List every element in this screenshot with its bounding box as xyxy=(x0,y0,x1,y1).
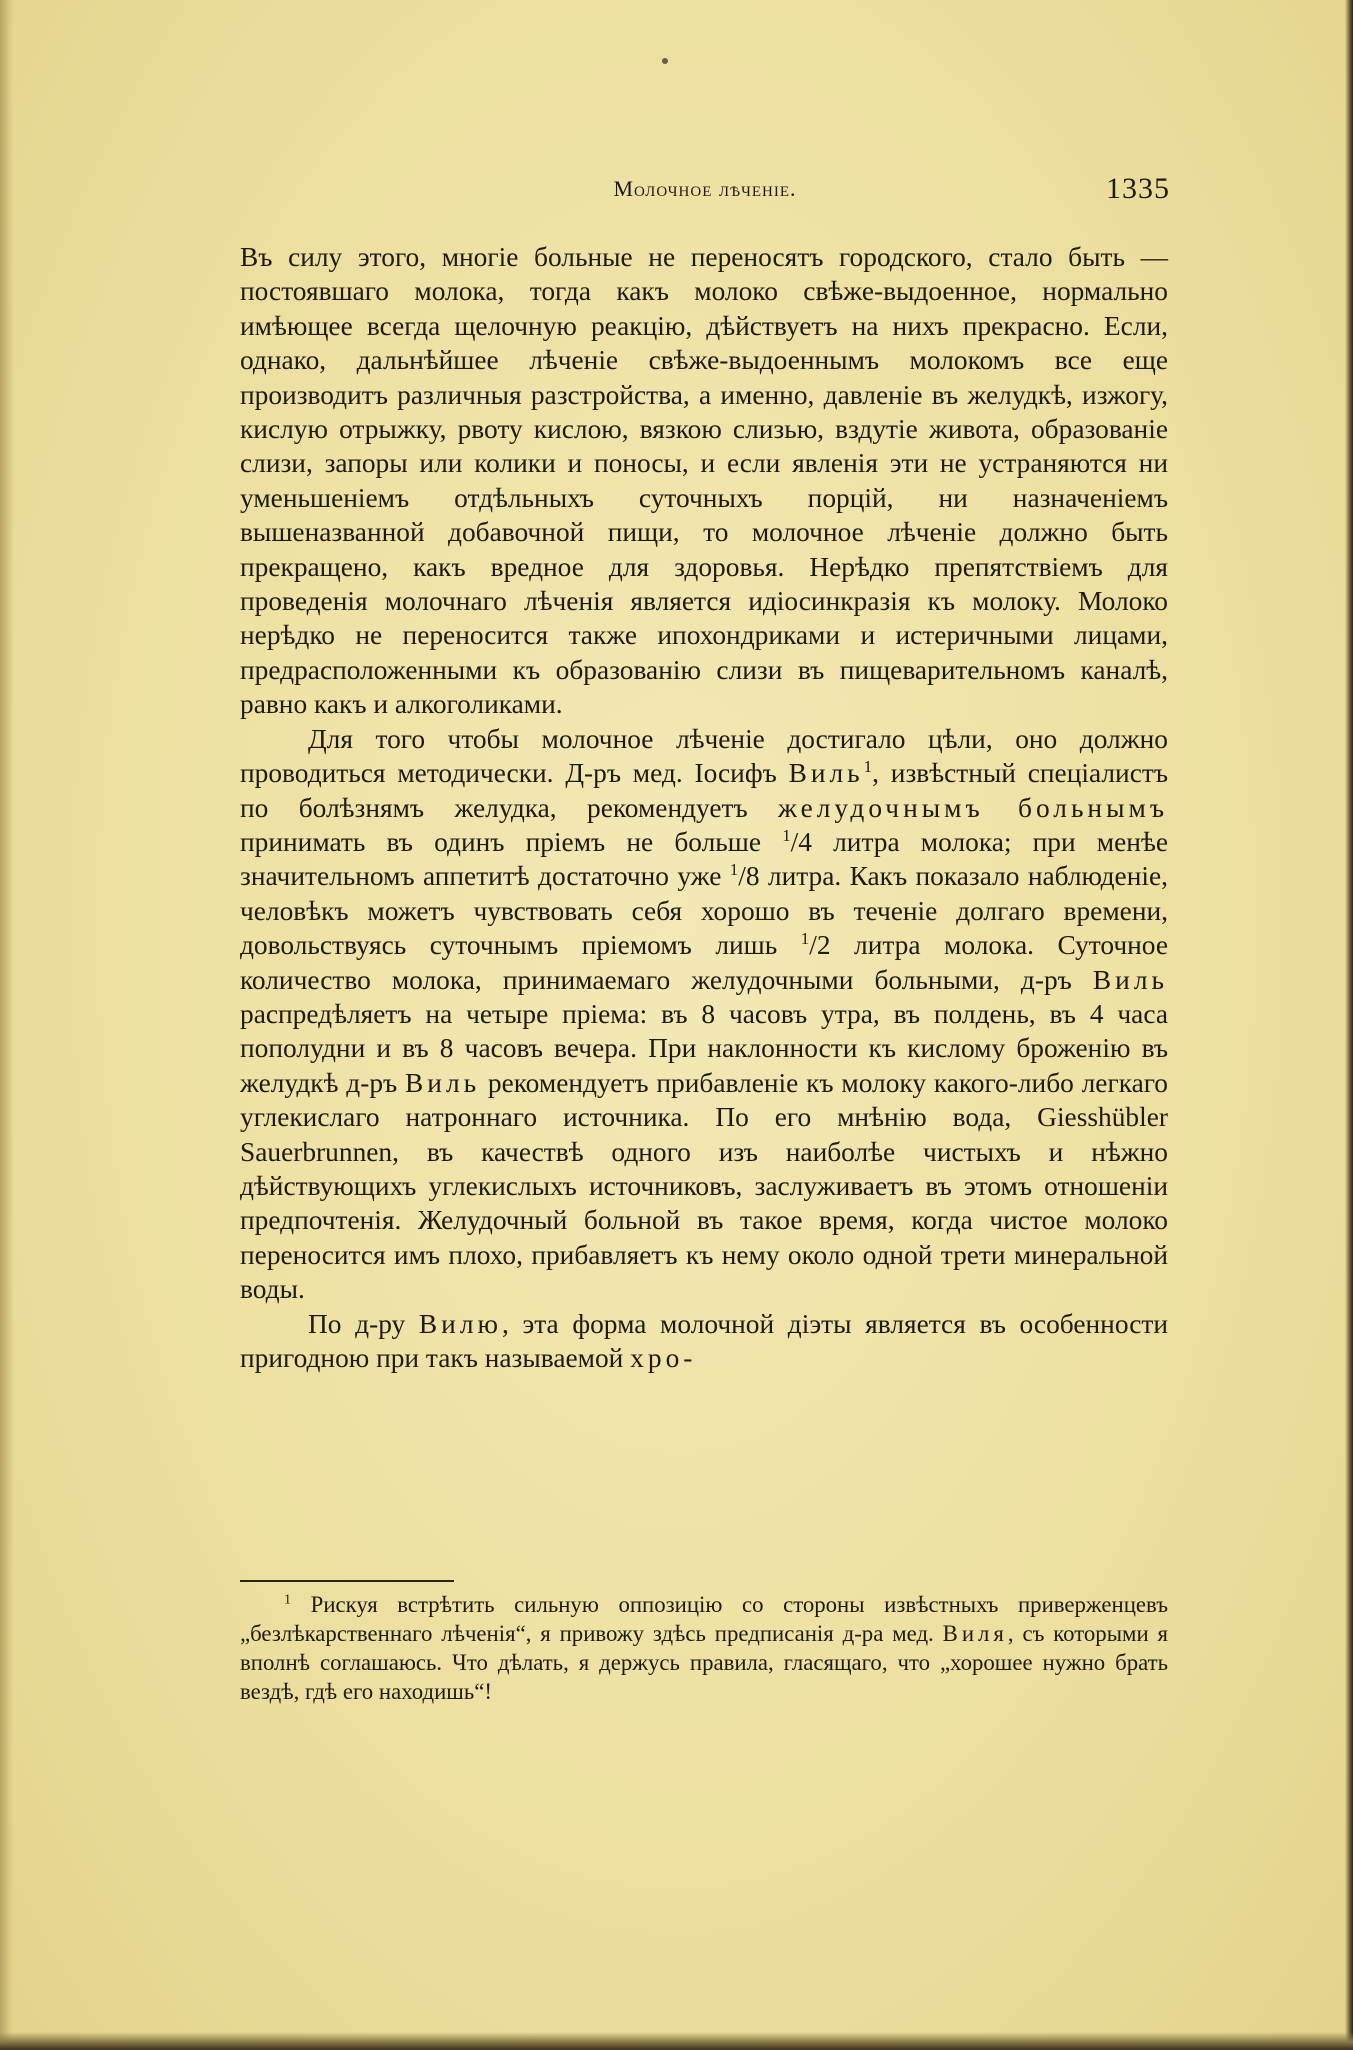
text-run: принимать въ одинъ пріемъ не больше xyxy=(240,826,783,857)
text-run: , эта форма молочной діэты является въ особенности пригодною при такъ называемой xyxy=(240,1308,1168,1373)
text-run: , съ которыми я вполнѣ соглашаюсь. Что дѣлать, я держусь правила, гласящаго, что „хорошее нужно брать вездѣ, гдѣ его находишь“! xyxy=(240,1621,1168,1704)
text-run: По д-ру xyxy=(308,1308,419,1339)
ink-speck xyxy=(662,58,668,64)
footnote-reference[interactable]: 1 xyxy=(863,756,873,776)
author-name: Виля xyxy=(942,1621,1008,1646)
text-run: литра. Какъ показало наблюденіе, человѣкъ можетъ чувствовать себя хорошо въ теченіе долгаго времени, довольствуясь суточнымъ пріемомъ лишь xyxy=(240,861,1168,961)
text-run: Рискуя встрѣтить сильную оппозицію со стороны извѣстныхъ приверженцевъ „безлѣкарственнаго лѣченія“, я привожу здѣсь предписанія д-ра мед. xyxy=(240,1592,1168,1646)
paragraph-3 xyxy=(240,1307,1168,1376)
fraction-numerator: 1 xyxy=(729,860,739,880)
emphasized-phrase: желудочнымъ больнымъ xyxy=(778,792,1168,823)
fraction-denominator: /8 xyxy=(738,861,760,892)
paragraph-1: Въ силу этого, многіе больные не переносятъ городского, стало быть — постоявшаго молока, тогда какъ молоко свѣже-выдоенное, нормально имѣющее всегда щелочную реакцію, дѣйствуетъ на нихъ прекрасно. Если, однако, дальнѣйшее лѣченіе свѣже-выдоеннымъ молокомъ все еще производитъ различныя разстройства, а именно, давленіе въ желудкѣ, изжогу, кислую отрыжку, рвоту кислою, вязкою слизью, вздутіе живота, образованіе слизи, запоры или колики и поносы, и если явленія эти не устраняются ни уменьшеніемъ отдѣльныхъ суточныхъ порцій, ни назначеніемъ вышеназванной добавочной пищи, то молочное лѣченіе должно быть прекращено, какъ вредное для здоровья. Нерѣдко препятствіемъ для проведенія молочнаго лѣченія является идіосинкразія къ молоку. Молоко нерѣдко не переносится также ипохондриками и истеричными лицами, предрасположенными къ образованію слизи въ пищеварительномъ каналѣ, равно какъ и алкоголиками. xyxy=(240,242,1168,720)
author-name: Вилю xyxy=(418,1308,502,1339)
fraction-denominator: /2 xyxy=(809,930,831,961)
body-text xyxy=(240,240,1168,1375)
text-run: рекомендуетъ прибавленіе къ молоку какого-либо легкаго углекислаго натроннаго источника. По его мнѣнію вода, Giesshübler Sauerbrunnen, въ качествѣ одного изъ наиболѣе чистыхъ и нѣжно дѣйствующихъ углекислыхъ источниковъ, заслуживаетъ въ этомъ отношеніи предпочтенія. Желудочный больной въ такое время, когда чистое молоко переносится имъ плохо, прибавляетъ къ нему около одной трети минеральной воды. xyxy=(240,1067,1168,1305)
footnote xyxy=(240,1590,1168,1706)
page-bottom-edge xyxy=(0,2032,1353,2050)
page-left-edge xyxy=(0,0,14,2050)
running-title: Молочное лѣченіе. xyxy=(613,176,797,201)
fraction-denominator: /4 xyxy=(790,826,812,857)
fraction-numerator: 1 xyxy=(800,929,810,948)
emphasized-phrase: хро- xyxy=(630,1343,697,1373)
page-header xyxy=(240,172,1170,212)
footnote-mark: 1 xyxy=(284,1591,292,1608)
footnote-divider xyxy=(240,1580,454,1582)
fraction-numerator: 1 xyxy=(782,825,791,845)
paragraph-2 xyxy=(240,722,1168,1307)
author-name: Виль xyxy=(788,758,864,789)
text-run: , извѣстный спеціалистъ по болѣзнямъ желудка, рекомендуетъ xyxy=(240,758,1168,823)
text-run: литра молока; при менѣе значительномъ аппетитѣ достаточно уже xyxy=(240,826,1168,892)
footnote-text xyxy=(240,1590,1168,1706)
text-run: Для того чтобы молочное лѣченіе достигало цѣли, оно должно проводиться методически. Д-ръ мед. Іосифъ xyxy=(240,723,1168,789)
page-number: 1335 xyxy=(1106,172,1170,205)
author-name: Виль xyxy=(405,1067,481,1098)
text-run: литра молока. Суточное количество молока, принимаемаго желудочными больными, д-ръ xyxy=(240,930,1168,995)
text-run: распредѣляетъ на четыре пріема: въ 8 часовъ утра, въ полдень, въ 4 часа пополудни и въ 8 часовъ вечера. При наклонности къ кислому броженію въ желудкѣ д-ръ xyxy=(240,998,1168,1098)
page-right-edge xyxy=(1345,0,1353,2050)
author-name: Виль xyxy=(1092,964,1168,995)
